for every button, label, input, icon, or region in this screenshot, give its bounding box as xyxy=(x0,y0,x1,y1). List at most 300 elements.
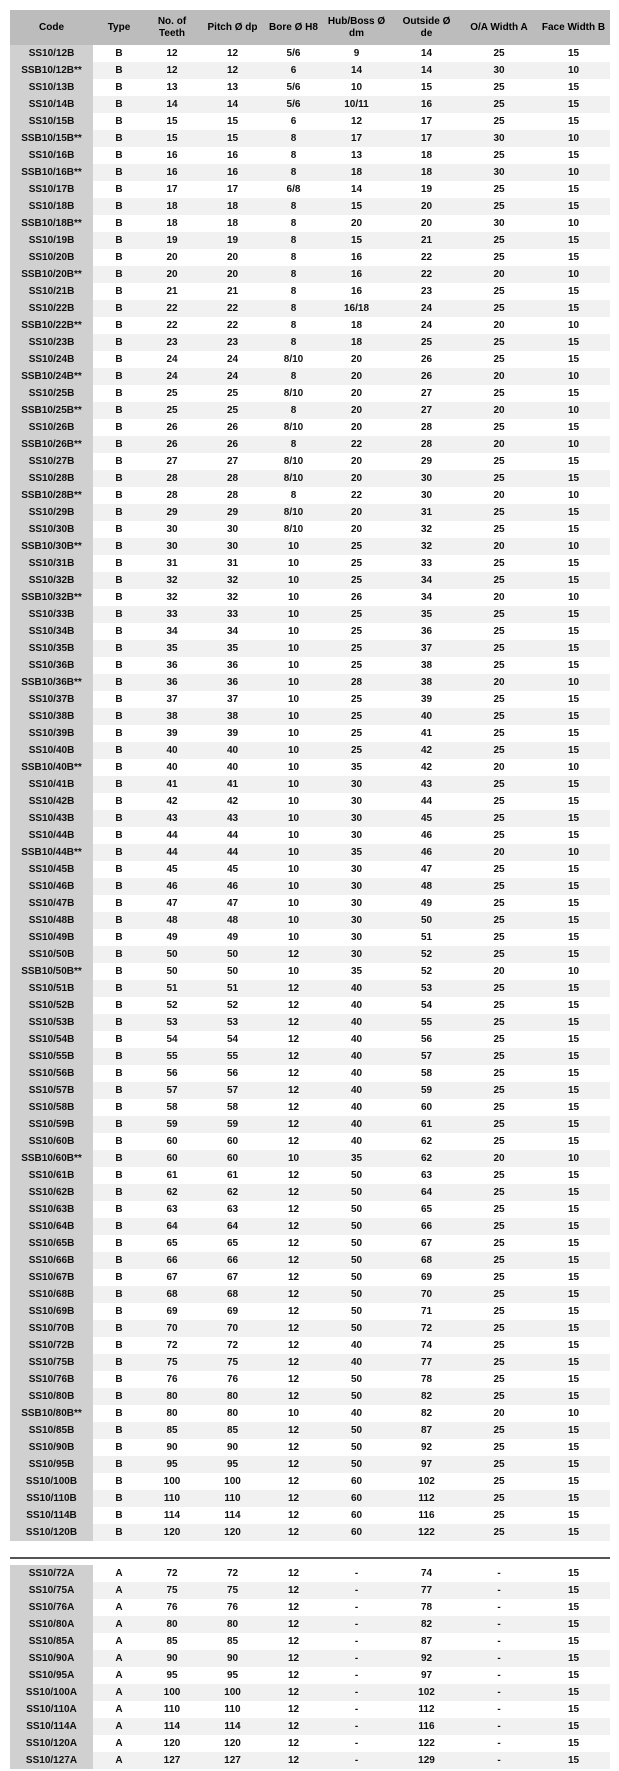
cell-face-width: 15 xyxy=(537,283,610,300)
cell-bore: 12 xyxy=(266,1684,321,1701)
cell-bore: 8 xyxy=(266,164,321,181)
cell-teeth: 15 xyxy=(145,113,199,130)
cell-code: SS10/25B xyxy=(10,385,93,402)
cell-code: SS10/114A xyxy=(10,1718,93,1735)
cell-hub: 50 xyxy=(321,1269,392,1286)
cell-hub: 50 xyxy=(321,1439,392,1456)
cell-pitch: 55 xyxy=(199,1048,266,1065)
cell-face-width: 15 xyxy=(537,45,610,62)
cell-type: B xyxy=(93,946,145,963)
cell-face-width: 15 xyxy=(537,1599,610,1616)
cell-type: B xyxy=(93,1184,145,1201)
cell-hub: 20 xyxy=(321,521,392,538)
cell-type: B xyxy=(93,45,145,62)
cell-bore: 12 xyxy=(266,1633,321,1650)
cell-code: SS10/38B xyxy=(10,708,93,725)
table-row xyxy=(10,640,610,657)
cell-code: SS10/46B xyxy=(10,878,93,895)
cell-type: B xyxy=(93,708,145,725)
cell-face-width: 15 xyxy=(537,1201,610,1218)
cell-oa-width: 25 xyxy=(461,521,537,538)
cell-face-width: 15 xyxy=(537,385,610,402)
cell-bore: 12 xyxy=(266,1650,321,1667)
cell-code: SSB10/44B** xyxy=(10,844,93,861)
table-row xyxy=(10,759,610,776)
cell-teeth: 85 xyxy=(145,1422,199,1439)
header-pitch: Pitch Ø dp xyxy=(199,10,266,45)
cell-hub: 50 xyxy=(321,1235,392,1252)
cell-code: SSB10/40B** xyxy=(10,759,93,776)
cell-teeth: 28 xyxy=(145,470,199,487)
cell-oa-width: 30 xyxy=(461,215,537,232)
cell-outside: 26 xyxy=(392,351,461,368)
cell-pitch: 90 xyxy=(199,1439,266,1456)
cell-oa-width: 25 xyxy=(461,691,537,708)
cell-face-width: 15 xyxy=(537,776,610,793)
table-row xyxy=(10,1014,610,1031)
cell-teeth: 16 xyxy=(145,164,199,181)
cell-code: SS10/26B xyxy=(10,419,93,436)
cell-code: SS10/23B xyxy=(10,334,93,351)
cell-bore: 12 xyxy=(266,1065,321,1082)
cell-oa-width: 25 xyxy=(461,1252,537,1269)
cell-pitch: 39 xyxy=(199,725,266,742)
cell-type: B xyxy=(93,521,145,538)
cell-hub: 16/18 xyxy=(321,300,392,317)
cell-code: SSB10/25B** xyxy=(10,402,93,419)
cell-pitch: 26 xyxy=(199,419,266,436)
cell-code: SSB10/80B** xyxy=(10,1405,93,1422)
cell-hub: 35 xyxy=(321,844,392,861)
cell-hub: 9 xyxy=(321,45,392,62)
table-row xyxy=(10,402,610,419)
cell-outside: 34 xyxy=(392,572,461,589)
cell-oa-width: 25 xyxy=(461,1048,537,1065)
cell-outside: 57 xyxy=(392,1048,461,1065)
cell-code: SS10/21B xyxy=(10,283,93,300)
section-gap xyxy=(10,1541,610,1555)
cell-outside: 71 xyxy=(392,1303,461,1320)
table-row xyxy=(10,385,610,402)
table-row xyxy=(10,453,610,470)
cell-hub: 50 xyxy=(321,1252,392,1269)
cell-teeth: 55 xyxy=(145,1048,199,1065)
cell-outside: 25 xyxy=(392,334,461,351)
cell-pitch: 67 xyxy=(199,1269,266,1286)
cell-face-width: 15 xyxy=(537,1388,610,1405)
cell-code: SS10/90A xyxy=(10,1650,93,1667)
cell-hub: - xyxy=(321,1701,392,1718)
table-row xyxy=(10,1235,610,1252)
table-row xyxy=(10,487,610,504)
cell-outside: 41 xyxy=(392,725,461,742)
cell-bore: 12 xyxy=(266,1133,321,1150)
cell-face-width: 15 xyxy=(537,1752,610,1769)
cell-bore: 8 xyxy=(266,147,321,164)
table-row xyxy=(10,334,610,351)
cell-bore: 8 xyxy=(266,232,321,249)
cell-outside: 67 xyxy=(392,1235,461,1252)
table-row xyxy=(10,1388,610,1405)
cell-pitch: 25 xyxy=(199,402,266,419)
cell-face-width: 15 xyxy=(537,1650,610,1667)
cell-oa-width: 30 xyxy=(461,164,537,181)
cell-outside: 48 xyxy=(392,878,461,895)
cell-type: B xyxy=(93,1235,145,1252)
cell-type: B xyxy=(93,1320,145,1337)
cell-face-width: 15 xyxy=(537,1422,610,1439)
table-row xyxy=(10,113,610,130)
cell-outside: 38 xyxy=(392,674,461,691)
cell-pitch: 58 xyxy=(199,1099,266,1116)
cell-teeth: 48 xyxy=(145,912,199,929)
cell-teeth: 32 xyxy=(145,572,199,589)
cell-hub: 25 xyxy=(321,623,392,640)
cell-pitch: 62 xyxy=(199,1184,266,1201)
cell-oa-width: 25 xyxy=(461,606,537,623)
cell-oa-width: 25 xyxy=(461,1133,537,1150)
table-row xyxy=(10,1167,610,1184)
cell-type: B xyxy=(93,164,145,181)
cell-code: SSB10/28B** xyxy=(10,487,93,504)
cell-teeth: 15 xyxy=(145,130,199,147)
cell-type: B xyxy=(93,776,145,793)
cell-code: SSB10/50B** xyxy=(10,963,93,980)
cell-oa-width: - xyxy=(461,1616,537,1633)
cell-hub: 20 xyxy=(321,385,392,402)
cell-teeth: 76 xyxy=(145,1599,199,1616)
cell-hub: 40 xyxy=(321,997,392,1014)
cell-pitch: 12 xyxy=(199,45,266,62)
cell-oa-width: 25 xyxy=(461,300,537,317)
cell-pitch: 110 xyxy=(199,1490,266,1507)
cell-oa-width: 25 xyxy=(461,1269,537,1286)
cell-hub: 18 xyxy=(321,317,392,334)
cell-face-width: 15 xyxy=(537,1167,610,1184)
table-row xyxy=(10,283,610,300)
cell-outside: 74 xyxy=(392,1565,461,1582)
cell-pitch: 75 xyxy=(199,1354,266,1371)
cell-code: SS10/53B xyxy=(10,1014,93,1031)
table-row xyxy=(10,538,610,555)
table-row xyxy=(10,1320,610,1337)
cell-oa-width: 20 xyxy=(461,402,537,419)
table-row xyxy=(10,708,610,725)
cell-oa-width: 20 xyxy=(461,368,537,385)
cell-face-width: 15 xyxy=(537,1048,610,1065)
cell-pitch: 95 xyxy=(199,1456,266,1473)
cell-code: SS10/67B xyxy=(10,1269,93,1286)
cell-teeth: 41 xyxy=(145,776,199,793)
cell-outside: 66 xyxy=(392,1218,461,1235)
cell-oa-width: 25 xyxy=(461,453,537,470)
cell-code: SSB10/22B** xyxy=(10,317,93,334)
cell-teeth: 100 xyxy=(145,1684,199,1701)
cell-outside: 112 xyxy=(392,1490,461,1507)
table-row xyxy=(10,725,610,742)
cell-hub: 50 xyxy=(321,1371,392,1388)
cell-teeth: 45 xyxy=(145,861,199,878)
cell-hub: 40 xyxy=(321,1082,392,1099)
table-row xyxy=(10,1405,610,1422)
cell-hub: 22 xyxy=(321,436,392,453)
cell-bore: 12 xyxy=(266,1337,321,1354)
cell-outside: 74 xyxy=(392,1337,461,1354)
cell-face-width: 10 xyxy=(537,538,610,555)
cell-type: B xyxy=(93,878,145,895)
cell-code: SS10/90B xyxy=(10,1439,93,1456)
table-row xyxy=(10,1422,610,1439)
cell-type: A xyxy=(93,1684,145,1701)
cell-oa-width: 25 xyxy=(461,1082,537,1099)
cell-code: SS10/60B xyxy=(10,1133,93,1150)
cell-oa-width: 20 xyxy=(461,1150,537,1167)
cell-hub: 14 xyxy=(321,181,392,198)
cell-hub: 15 xyxy=(321,232,392,249)
cell-outside: 30 xyxy=(392,470,461,487)
table-row xyxy=(10,1133,610,1150)
cell-face-width: 15 xyxy=(537,1337,610,1354)
cell-teeth: 70 xyxy=(145,1320,199,1337)
cell-type: B xyxy=(93,1388,145,1405)
cell-oa-width: - xyxy=(461,1735,537,1752)
cell-oa-width: 25 xyxy=(461,419,537,436)
cell-teeth: 100 xyxy=(145,1473,199,1490)
cell-teeth: 39 xyxy=(145,725,199,742)
cell-pitch: 46 xyxy=(199,878,266,895)
cell-outside: 32 xyxy=(392,538,461,555)
cell-bore: 12 xyxy=(266,1184,321,1201)
cell-code: SS10/19B xyxy=(10,232,93,249)
cell-hub: 30 xyxy=(321,810,392,827)
cell-bore: 12 xyxy=(266,1752,321,1769)
cell-outside: 47 xyxy=(392,861,461,878)
cell-teeth: 28 xyxy=(145,487,199,504)
cell-code: SS10/17B xyxy=(10,181,93,198)
cell-hub: - xyxy=(321,1650,392,1667)
cell-code: SS10/39B xyxy=(10,725,93,742)
cell-teeth: 23 xyxy=(145,334,199,351)
cell-pitch: 49 xyxy=(199,929,266,946)
cell-bore: 8 xyxy=(266,283,321,300)
cell-teeth: 120 xyxy=(145,1735,199,1752)
cell-hub: 16 xyxy=(321,249,392,266)
header-oa-width: O/A Width A xyxy=(461,10,537,45)
cell-bore: 10 xyxy=(266,538,321,555)
cell-teeth: 44 xyxy=(145,827,199,844)
cell-outside: 60 xyxy=(392,1099,461,1116)
cell-face-width: 15 xyxy=(537,1565,610,1582)
cell-face-width: 10 xyxy=(537,589,610,606)
cell-outside: 116 xyxy=(392,1507,461,1524)
table-row xyxy=(10,1065,610,1082)
cell-teeth: 36 xyxy=(145,657,199,674)
cell-bore: 10 xyxy=(266,606,321,623)
cell-pitch: 56 xyxy=(199,1065,266,1082)
cell-teeth: 80 xyxy=(145,1616,199,1633)
cell-oa-width: 25 xyxy=(461,861,537,878)
cell-face-width: 15 xyxy=(537,929,610,946)
cell-code: SS10/42B xyxy=(10,793,93,810)
cell-code: SS10/18B xyxy=(10,198,93,215)
header-outside: Outside Ø de xyxy=(392,10,461,45)
table-row xyxy=(10,504,610,521)
cell-pitch: 34 xyxy=(199,623,266,640)
cell-bore: 8 xyxy=(266,249,321,266)
cell-hub: 25 xyxy=(321,538,392,555)
cell-code: SSB10/36B** xyxy=(10,674,93,691)
cell-teeth: 114 xyxy=(145,1507,199,1524)
cell-type: B xyxy=(93,1507,145,1524)
cell-face-width: 15 xyxy=(537,1082,610,1099)
cell-pitch: 27 xyxy=(199,453,266,470)
cell-outside: 22 xyxy=(392,249,461,266)
cell-pitch: 69 xyxy=(199,1303,266,1320)
cell-teeth: 66 xyxy=(145,1252,199,1269)
cell-teeth: 50 xyxy=(145,946,199,963)
cell-face-width: 15 xyxy=(537,1286,610,1303)
cell-outside: 28 xyxy=(392,419,461,436)
cell-pitch: 80 xyxy=(199,1616,266,1633)
cell-type: B xyxy=(93,1439,145,1456)
cell-bore: 5/6 xyxy=(266,79,321,96)
cell-type: A xyxy=(93,1599,145,1616)
cell-hub: 16 xyxy=(321,266,392,283)
cell-code: SS10/127A xyxy=(10,1752,93,1769)
cell-outside: 78 xyxy=(392,1599,461,1616)
cell-hub: 40 xyxy=(321,1014,392,1031)
cell-type: B xyxy=(93,742,145,759)
table-row xyxy=(10,181,610,198)
cell-outside: 49 xyxy=(392,895,461,912)
header-hub: Hub/Boss Ø dm xyxy=(321,10,392,45)
cell-teeth: 25 xyxy=(145,385,199,402)
cell-outside: 33 xyxy=(392,555,461,572)
table-row xyxy=(10,861,610,878)
cell-oa-width: 20 xyxy=(461,963,537,980)
cell-pitch: 20 xyxy=(199,266,266,283)
cell-type: B xyxy=(93,368,145,385)
cell-bore: 12 xyxy=(266,1456,321,1473)
table-row xyxy=(10,844,610,861)
cell-hub: 40 xyxy=(321,1099,392,1116)
cell-pitch: 44 xyxy=(199,844,266,861)
cell-pitch: 45 xyxy=(199,861,266,878)
cell-hub: 30 xyxy=(321,946,392,963)
cell-pitch: 24 xyxy=(199,368,266,385)
cell-oa-width: 25 xyxy=(461,1167,537,1184)
cell-teeth: 69 xyxy=(145,1303,199,1320)
cell-pitch: 68 xyxy=(199,1286,266,1303)
cell-teeth: 25 xyxy=(145,402,199,419)
cell-type: B xyxy=(93,1048,145,1065)
cell-pitch: 53 xyxy=(199,1014,266,1031)
cell-hub: 26 xyxy=(321,589,392,606)
cell-oa-width: 25 xyxy=(461,351,537,368)
cell-hub: 25 xyxy=(321,555,392,572)
cell-type: B xyxy=(93,1405,145,1422)
cell-code: SS10/76B xyxy=(10,1371,93,1388)
cell-outside: 53 xyxy=(392,980,461,997)
cell-oa-width: 25 xyxy=(461,742,537,759)
cell-bore: 8 xyxy=(266,266,321,283)
cell-bore: 12 xyxy=(266,1014,321,1031)
table-row xyxy=(10,1252,610,1269)
cell-face-width: 15 xyxy=(537,96,610,113)
cell-outside: 69 xyxy=(392,1269,461,1286)
cell-oa-width: 25 xyxy=(461,79,537,96)
cell-face-width: 15 xyxy=(537,1616,610,1633)
cell-type: B xyxy=(93,402,145,419)
table-row xyxy=(10,963,610,980)
cell-code: SS10/64B xyxy=(10,1218,93,1235)
table-row xyxy=(10,266,610,283)
table-row xyxy=(10,130,610,147)
cell-code: SS10/120A xyxy=(10,1735,93,1752)
cell-code: SS10/75A xyxy=(10,1582,93,1599)
cell-oa-width: 25 xyxy=(461,793,537,810)
table-row xyxy=(10,572,610,589)
cell-bore: 8 xyxy=(266,402,321,419)
cell-teeth: 67 xyxy=(145,1269,199,1286)
cell-bore: 6 xyxy=(266,62,321,79)
cell-pitch: 54 xyxy=(199,1031,266,1048)
cell-oa-width: 25 xyxy=(461,470,537,487)
cell-teeth: 24 xyxy=(145,368,199,385)
cell-hub: - xyxy=(321,1684,392,1701)
cell-face-width: 15 xyxy=(537,861,610,878)
cell-outside: 70 xyxy=(392,1286,461,1303)
cell-teeth: 18 xyxy=(145,215,199,232)
cell-face-width: 15 xyxy=(537,1524,610,1541)
cell-bore: 8/10 xyxy=(266,470,321,487)
cell-code: SS10/49B xyxy=(10,929,93,946)
cell-type: B xyxy=(93,385,145,402)
cell-pitch: 29 xyxy=(199,504,266,521)
cell-type: B xyxy=(93,1082,145,1099)
cell-code: SS10/80A xyxy=(10,1616,93,1633)
cell-type: B xyxy=(93,810,145,827)
cell-bore: 12 xyxy=(266,1286,321,1303)
cell-face-width: 15 xyxy=(537,1507,610,1524)
cell-pitch: 66 xyxy=(199,1252,266,1269)
cell-teeth: 40 xyxy=(145,742,199,759)
cell-outside: 122 xyxy=(392,1735,461,1752)
cell-teeth: 110 xyxy=(145,1701,199,1718)
cell-oa-width: 25 xyxy=(461,980,537,997)
cell-code: SS10/48B xyxy=(10,912,93,929)
cell-code: SS10/14B xyxy=(10,96,93,113)
cell-code: SS10/100B xyxy=(10,1473,93,1490)
cell-code: SS10/61B xyxy=(10,1167,93,1184)
cell-pitch: 120 xyxy=(199,1524,266,1541)
cell-code: SS10/85A xyxy=(10,1633,93,1650)
cell-outside: 45 xyxy=(392,810,461,827)
table-row xyxy=(10,555,610,572)
cell-oa-width: 25 xyxy=(461,708,537,725)
cell-pitch: 120 xyxy=(199,1735,266,1752)
cell-bore: 12 xyxy=(266,1218,321,1235)
cell-outside: 52 xyxy=(392,946,461,963)
table-row xyxy=(10,827,610,844)
cell-oa-width: 25 xyxy=(461,929,537,946)
cell-face-width: 15 xyxy=(537,1582,610,1599)
cell-bore: 8 xyxy=(266,198,321,215)
cell-pitch: 114 xyxy=(199,1507,266,1524)
cell-bore: 10 xyxy=(266,844,321,861)
cell-face-width: 15 xyxy=(537,300,610,317)
cell-face-width: 10 xyxy=(537,674,610,691)
